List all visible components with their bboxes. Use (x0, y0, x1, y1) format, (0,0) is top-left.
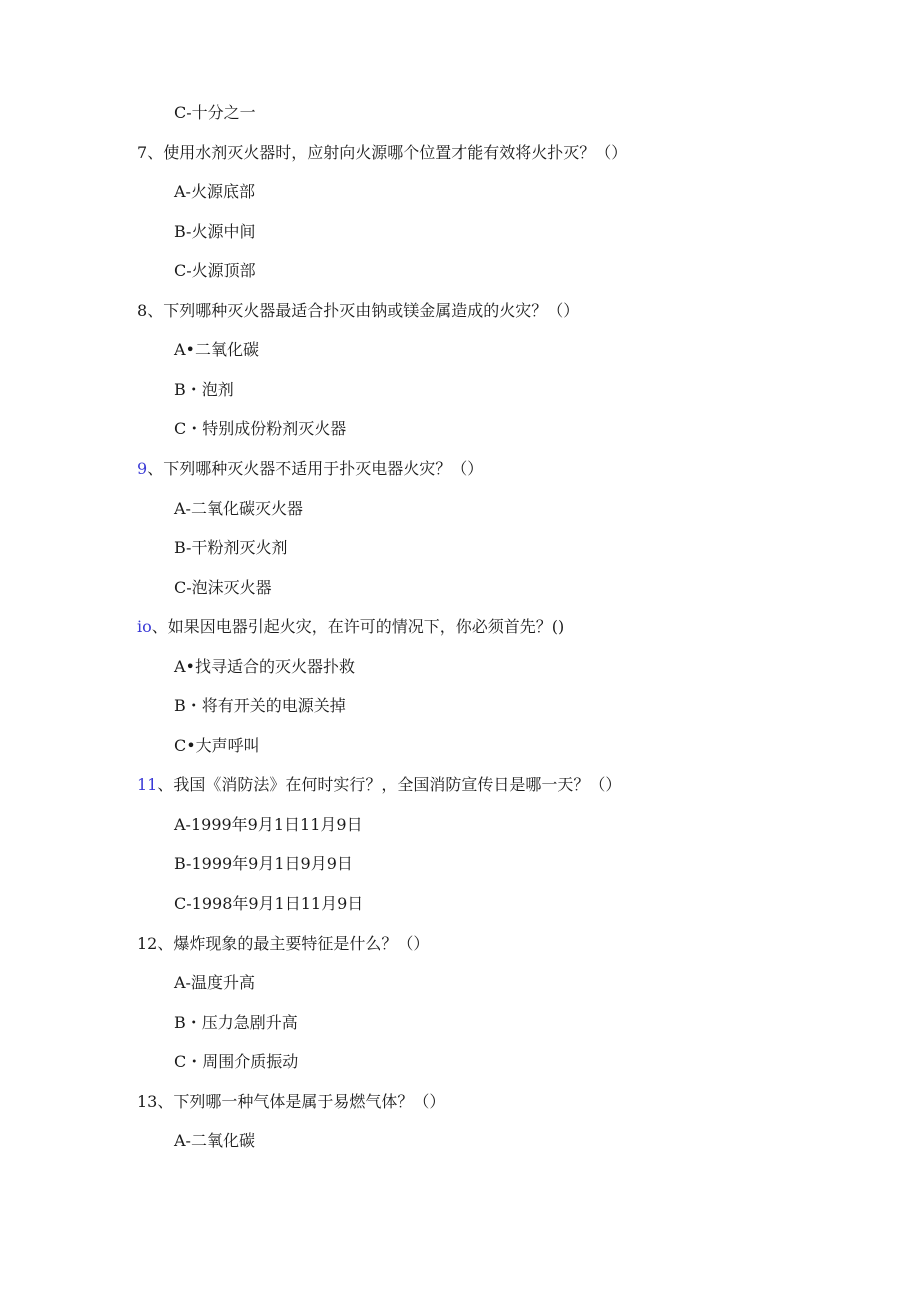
answer-option: A•找寻适合的灭火器扑救 (174, 656, 355, 676)
answer-option: C-泡沫灭火器 (174, 577, 272, 597)
answer-option: C-1998年9月1日11月9日 (174, 894, 364, 913)
answer-option: C•大声呼叫 (174, 735, 260, 755)
question-line (137, 775, 621, 795)
question-line (137, 301, 579, 321)
question-number: 11 (137, 775, 158, 795)
question-number: 8 (137, 300, 148, 320)
answer-option: B-火源中间 (174, 221, 256, 241)
question-line (137, 934, 429, 954)
question-text: 、爆炸现象的最主要特征是什么？（） (157, 933, 430, 953)
question-line (137, 617, 564, 637)
answer-option: A-1999年9月1日11月9日 (174, 814, 363, 834)
answer-option: B・将有开关的电源关掉 (174, 696, 346, 716)
answer-option: C・周围介质振动 (174, 1052, 299, 1072)
answer-option: A-二氧化碳灭火器 (174, 498, 303, 518)
question-number: 9 (137, 458, 148, 478)
question-text: 、我国《消防法》在何时实行？，全国消防宣传日是哪一天？（） (157, 775, 622, 795)
answer-option: B-1999年9月1日9月9日 (174, 854, 353, 874)
answer-option: B-干粉剂灭火剂 (174, 538, 288, 557)
question-line (137, 459, 483, 479)
question-number: 13 (137, 1091, 158, 1111)
answer-option: A-二氧化碳 (174, 1131, 255, 1151)
answer-option: A•二氧化碳 (174, 340, 259, 360)
answer-option: C-十分之一 (174, 103, 256, 122)
answer-option: B・压力急剧升高 (174, 1012, 298, 1032)
question-number: 12 (137, 933, 158, 953)
question-text: 、如果因电器引起火灾，在许可的情况下，你必须首先？() (151, 617, 565, 637)
answer-option: C・特别成份粉剂灭火器 (174, 419, 347, 439)
question-text: 、下列哪一种气体是属于易燃气体？（） (157, 1091, 446, 1111)
question-line (137, 1092, 445, 1112)
question-line (137, 143, 627, 163)
answer-option: A-火源底部 (174, 182, 255, 202)
question-text: 、下列哪种灭火器最适合扑灭由钠或镁金属造成的火灾？（） (147, 300, 580, 320)
answer-option: B・泡剂 (174, 379, 234, 399)
answer-option: C-火源顶部 (174, 261, 256, 281)
question-number: 7 (137, 142, 148, 162)
answer-option: A-温度升高 (174, 973, 255, 993)
question-text: 、使用水剂灭火器时，应射向火源哪个位置才能有效将火扑灭？（） (147, 142, 628, 162)
question-number: io (137, 617, 152, 637)
question-text: 、下列哪种灭火器不适用于扑灭电器火灾？（） (147, 458, 484, 478)
